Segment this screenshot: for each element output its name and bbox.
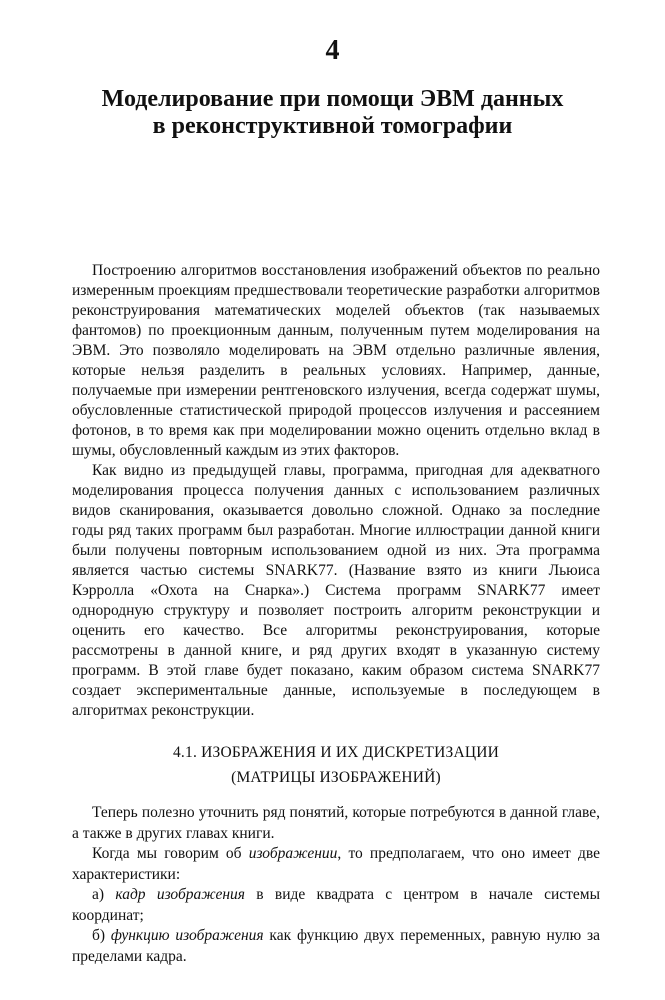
list-item-b-text: как функцию двух переменных, равную нулю за пределами кадра. <box>72 927 600 965</box>
term-image-function: функцию изображения <box>110 927 264 944</box>
chapter-title <box>40 86 625 140</box>
intro-text <box>72 261 600 721</box>
chapter-title-line-1: Моделирование при помощи ЭВМ данных <box>101 86 564 112</box>
section-paragraph-2 <box>72 844 600 885</box>
chapter-number: 4 <box>325 35 340 66</box>
section-heading <box>72 740 600 790</box>
list-item-b-prefix: б) <box>92 927 111 944</box>
list-item-a-text: в виде квадрата с центром в начале системы координат; <box>72 886 600 924</box>
section-heading-line-1: 4.1. ИЗОБРАЖЕНИЯ И ИХ ДИСКРЕТИЗАЦИИ <box>172 744 500 761</box>
intro-paragraph-1: Построению алгоритмов восстановления изображений объектов по реально измеренным проекциям предшествовали теоретические разработки алгоритмов реконструирования математических моделей объектов (так называемых фантомов) по проекционным данным, полученным путем моделирования на ЭВМ. Это позволяло моделировать на ЭВМ отдельно различные явления, которые нельзя разделить в реальных условиях. Например, данные, получаемые при измерении рентгеновского излучения, всегда содержат шумы, обусловленные статистической природой процессов излучения и рассеянием фотонов, в то время как при моделировании можно оценить отдельно вклад в шумы, обусловленный каждым из этих факторов. <box>72 262 600 459</box>
section-paragraph-1: Теперь полезно уточнить ряд понятий, которые потребуются в данной главе, а также в других главах книги. <box>72 804 600 842</box>
paragraph-2-start: Когда мы говорим об <box>92 845 249 862</box>
term-image-frame: кадр изображения <box>115 886 245 903</box>
intro-paragraph-2: Как видно из предыдущей главы, программа, пригодная для адекватного моделирования процесса получения данных с использованием различных видов сканирования, оказывается довольно сложной. Однако за последние годы ряд таких программ был разработан. Многие иллюстрации данной книги были получены повторным использованием одной из них. Эта программа является частью системы SNARK77. (Название взято из книги Льюиса Кэрролла «Охота на Снарка».) Система программ SNARK77 имеет однородную структуру и позволяет построить алгоритм реконструкции и оценить его качество. Все алгоритмы реконструирования, которые рассмотрены в данной книге, и ряд других входят в указанную систему программ. В этой главе будет показано, каким образом система SNARK77 создает экспериментальные данные, используемые в последующем в алгоритмах реконструкции. <box>72 462 600 719</box>
list-item-a-prefix: а) <box>92 886 116 903</box>
section-heading-line-2: (МАТРИЦЫ ИЗОБРАЖЕНИЙ) <box>231 769 441 786</box>
list-item-a <box>72 885 600 926</box>
chapter-title-line-2: в реконструктивной томографии <box>152 113 513 139</box>
list-item-b <box>72 926 600 967</box>
term-image: изображении <box>248 845 338 862</box>
paragraph-2-end: , то предполагаем, что оно имеет две характеристики: <box>72 845 600 883</box>
section-text <box>72 803 600 967</box>
